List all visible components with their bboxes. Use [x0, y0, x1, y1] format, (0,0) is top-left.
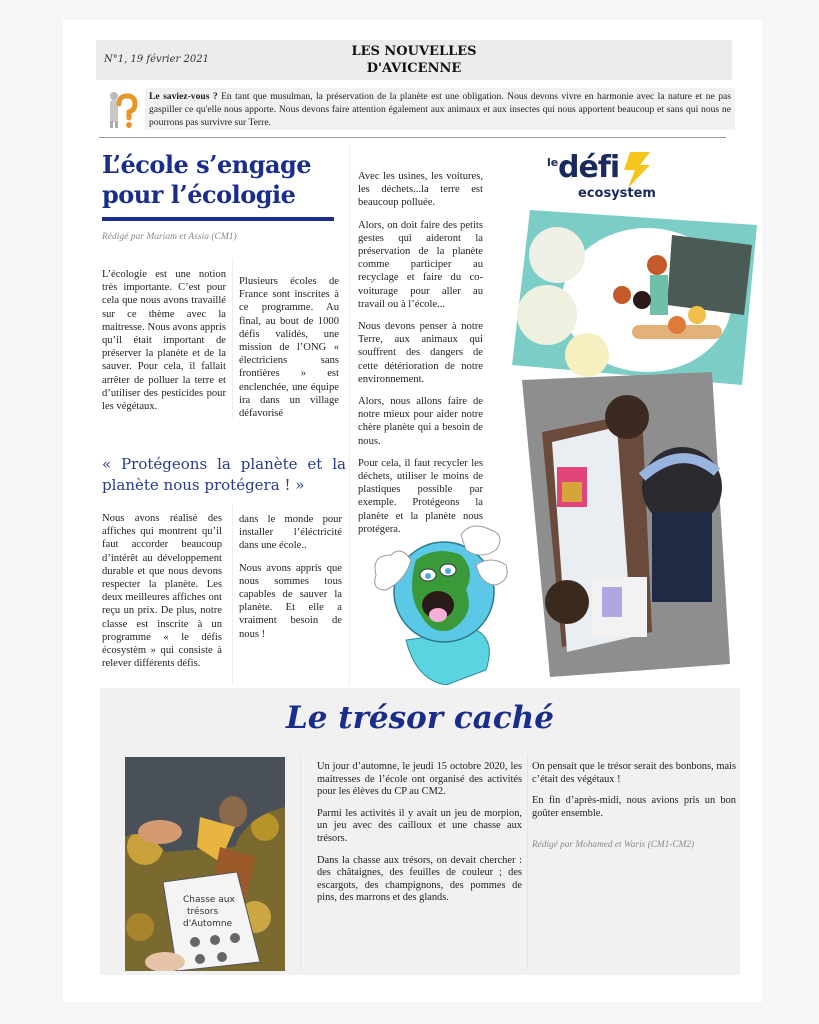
article-headline: L’école s’engage pour l’écologie	[102, 150, 312, 209]
photo-caption-line-1: Chasse aux	[183, 895, 235, 905]
masthead	[96, 40, 732, 80]
paragraph: dans le monde pour installer l’éléctricité dans une école..	[239, 514, 342, 552]
defi-ecosystem-logo	[540, 150, 668, 205]
lightning-icon	[622, 152, 652, 188]
classroom-illustration	[512, 205, 757, 385]
students-working-photo	[522, 372, 737, 682]
fact-body: En tant que musulman, la préservation de la planète est une obligation. Nous devons vivre en harmonie avec la nature et ne pas gaspiller ce qu'elle nous apporte. Nous devons faire attention également aux animaux et aux insectes qui nous apportent beaucoup et sans qui nous ne pourrons pas survivre sur Terre.	[149, 91, 731, 128]
paragraph: Nous avons réalisé des affiches qui montrent qu’il faut accorder beaucoup d’intérêt au développement durable et que nous devons respecter la planète. Les deux meilleures affiches ont reçu un prix. De plus, notre classe est inscrite à un programme « le défis écosystèm » qui consiste à relever différents défis.	[102, 513, 222, 670]
paragraph: Pour cela, il faut recycler les déchets, utiliser le moins de plastiques possible par exemple. Protégeons la planète et la planète nous protégera.	[358, 457, 483, 535]
treasure-headline: Le trésor caché	[285, 700, 555, 736]
headline-underline	[102, 217, 334, 221]
logo-text-ecosystem: ecosystem	[578, 186, 656, 201]
paragraph: Plusieurs écoles de France sont inscrites à ce programme. Au final, au bout de 1000 défis validés, une mission de l’ONG « électriciens sans frontières » est enclenchée, une équipe ira dans un village défavorisé	[239, 276, 339, 420]
photo-caption-line-3: d'Automne	[183, 919, 233, 929]
article-column-2	[239, 275, 339, 429]
section-divider	[99, 137, 726, 138]
article-column-4	[102, 512, 222, 679]
logo-text-le: le	[547, 156, 559, 169]
fact-lead: Le saviez-vous ?	[149, 91, 218, 102]
article-column-1	[102, 268, 226, 422]
fact-text	[145, 88, 735, 130]
paragraph: En fin d’après-midi, nous avions pris un bon goûter ensemble.	[532, 795, 736, 819]
article-byline: Rédigé par Mariam et Assia (CM1)	[102, 232, 237, 242]
treasure-column-2	[532, 761, 736, 829]
paragraph: Nous avons appris que nous sommes tous capables de sauver la planète. Et elle a vraiment besoin de nous !	[239, 562, 342, 640]
issue-date: N°1, 19 février 2021	[104, 54, 209, 65]
pull-quote: « Protégeons la planète et la planète nous protégera ! »	[102, 455, 346, 494]
paragraph: Dans la chasse aux trésors, on devait chercher : des châtaignes, des feuilles de couleur ; des escargots, des champignons, des pommes de pins, des marrons et des glands.	[317, 854, 522, 904]
title-line-2: D'AVICENNE	[366, 61, 462, 76]
column-divider	[527, 755, 528, 970]
title-line-1: LES NOUVELLES	[351, 44, 477, 59]
paragraph: Alors, nous allons faire de notre mieux pour aider notre chère planète qui a besoin de nous.	[358, 396, 483, 447]
paragraph: Un jour d’automne, le jeudi 15 octobre 2020, les maitresses de l’école ont organisé des activités pour les élèves du CP au CM2.	[317, 761, 522, 798]
question-mark-figure-icon	[104, 90, 138, 130]
column-divider	[349, 145, 350, 685]
paragraph: L’écologie est une notion très importante. C’est pour cela que nous avons travaillé sur ce thème avec la maitresse. Nous avons appris qu’il était important de préserver la planète et de la sauver. Pour cela, il fallait arrêter de polluer la terre et d’utiliser des pesticides pour les végétaux.	[102, 269, 226, 413]
paragraph: Nous devons penser à notre Terre, aux animaux qui souffrent des dangers de cette détérioration de notre environnement.	[358, 321, 483, 385]
column-divider	[300, 755, 301, 970]
paragraph: Parmi les activités il y avait un jeu de morpion, un jeu avec des cailloux et une chasse aux trésors.	[317, 807, 522, 844]
photo-caption-line-2: trésors	[187, 907, 219, 917]
fact-box	[100, 88, 732, 130]
treasure-byline: Rédigé par Mohamed et Waris (CM1-CM2)	[532, 840, 695, 850]
treasure-hunt-photo	[125, 757, 285, 971]
column-divider	[232, 505, 233, 685]
paragraph: On pensait que le trésor serait des bonbons, mais c’était des végétaux !	[532, 761, 736, 785]
article-column-5	[239, 513, 342, 650]
article-column-3	[358, 170, 483, 545]
paragraph: Avec les usines, les voitures, les déchets...la terre est beaucoup polluée.	[358, 171, 483, 209]
treasure-column-1	[317, 761, 522, 914]
logo-text-defi: défi	[558, 150, 620, 185]
paragraph: Alors, on doit faire des petits gestes qui aideront la préservation de la planète comme participer au recyclage et faire du co-voiturage pour aller au travail ou à l’école...	[358, 219, 483, 310]
column-divider	[232, 258, 233, 418]
polluted-earth-illustration	[366, 520, 516, 685]
newspaper-title	[96, 43, 732, 77]
